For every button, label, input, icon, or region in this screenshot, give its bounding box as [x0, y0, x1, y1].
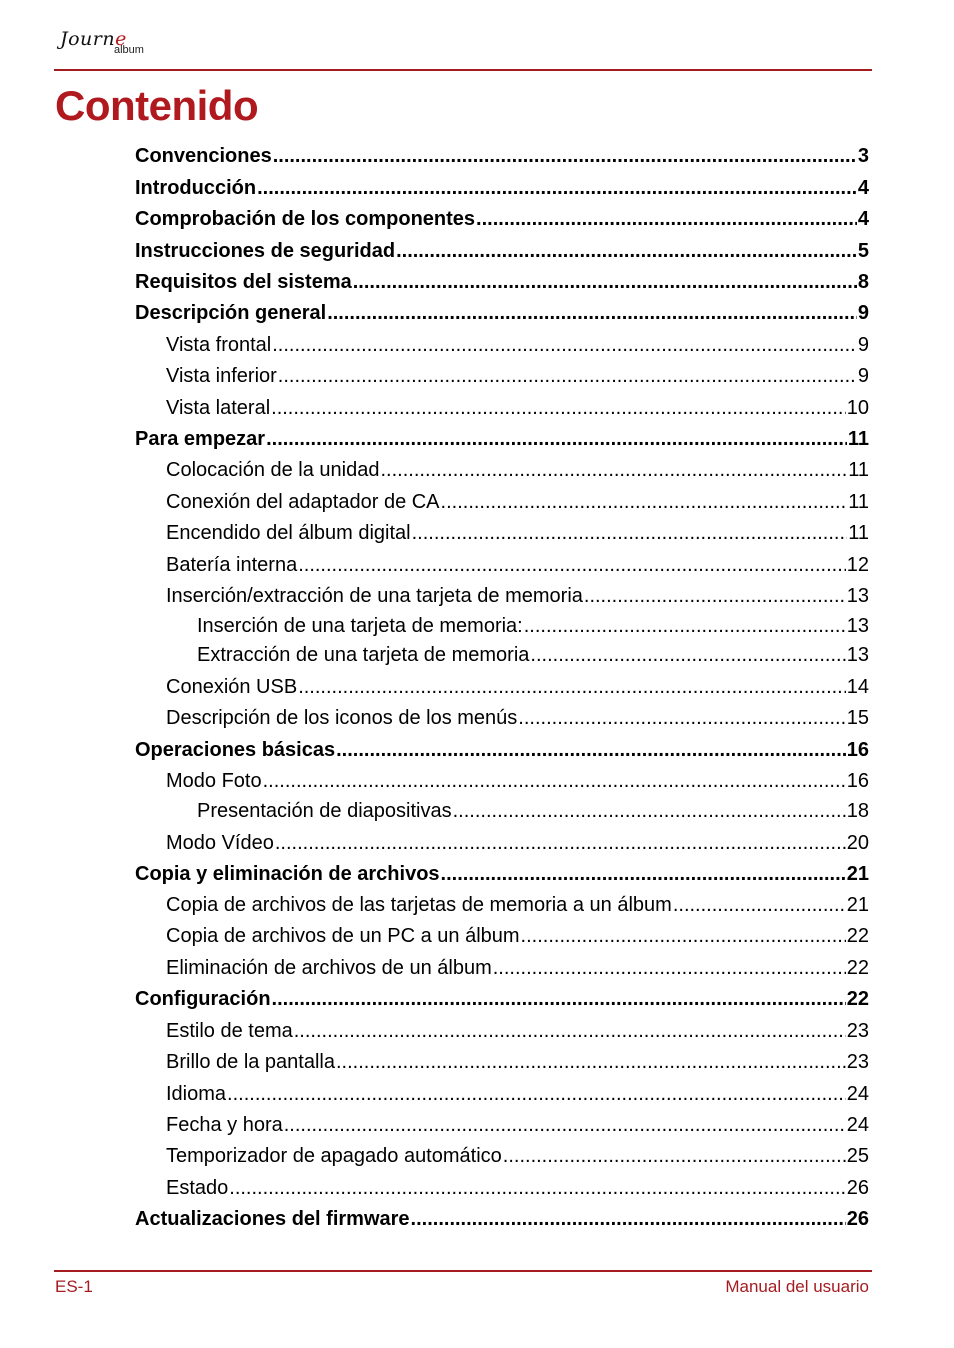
- toc-entry[interactable]: [166, 828, 869, 858]
- toc-entry[interactable]: [166, 330, 869, 360]
- toc-entry-page: 13: [846, 644, 869, 666]
- toc-entry[interactable]: [166, 672, 869, 702]
- toc-entry-page: 9: [857, 334, 869, 356]
- toc-entry-label: Vista lateral: [166, 397, 271, 419]
- toc-dot-leader: [353, 267, 857, 297]
- toc-entry-label: Extracción de una tarjeta de memoria: [197, 644, 530, 666]
- toc-entry-page: 12: [846, 554, 869, 576]
- toc-entry[interactable]: [166, 361, 869, 391]
- toc-entry[interactable]: [166, 1047, 869, 1077]
- toc-entry[interactable]: [135, 173, 869, 203]
- toc-entry-label: Brillo de la pantalla: [166, 1051, 335, 1073]
- toc-entry-label: Conexión del adaptador de CA: [166, 491, 440, 513]
- toc-dot-leader: [336, 735, 846, 765]
- toc-entry-label: Batería interna: [166, 554, 298, 576]
- toc-entry-page: 4: [857, 177, 869, 199]
- toc-dot-leader: [396, 236, 857, 266]
- toc-entry-label: Introducción: [135, 177, 257, 199]
- toc-entry-page: 24: [846, 1114, 869, 1136]
- toc-entry-label: Vista inferior: [166, 365, 277, 387]
- toc-entry-page: 11: [847, 428, 869, 450]
- toc-dot-leader: [271, 393, 846, 423]
- toc-entry-label: Colocación de la unidad: [166, 459, 380, 481]
- toc-entry-label: Convenciones: [135, 145, 272, 167]
- toc-entry-label: Inserción/extracción de una tarjeta de memoria: [166, 585, 583, 607]
- toc-entry-page: 24: [846, 1083, 869, 1105]
- toc-entry[interactable]: [135, 204, 869, 234]
- toc-dot-leader: [229, 1173, 845, 1203]
- toc-entry-page: 15: [846, 707, 869, 729]
- toc-entry-label: Copia y eliminación de archivos: [135, 863, 440, 885]
- toc-entry-label: Conexión USB: [166, 676, 298, 698]
- toc-entry-label: Para empezar: [135, 428, 266, 450]
- toc-entry-label: Estado: [166, 1177, 229, 1199]
- toc-entry-label: Vista frontal: [166, 334, 272, 356]
- toc-entry[interactable]: [197, 796, 869, 826]
- toc-entry-page: 13: [846, 585, 869, 607]
- toc-entry-label: Comprobación de los componentes: [135, 208, 476, 230]
- toc-dot-leader: [441, 487, 848, 517]
- toc-entry[interactable]: [166, 921, 869, 951]
- toc-entry[interactable]: [166, 1110, 869, 1140]
- toc-entry[interactable]: [166, 1016, 869, 1046]
- toc-dot-leader: [493, 953, 846, 983]
- toc-entry-page: 3: [857, 145, 869, 167]
- toc-dot-leader: [524, 611, 846, 641]
- toc-entry-label: Modo Foto: [166, 770, 262, 792]
- toc-entry-page: 22: [846, 988, 869, 1010]
- toc-dot-leader: [453, 796, 846, 826]
- toc-dot-leader: [227, 1079, 846, 1109]
- toc-entry[interactable]: [197, 640, 869, 670]
- toc-entry-page: 26: [846, 1177, 869, 1199]
- toc-entry-page: 5: [857, 240, 869, 262]
- toc-entry-page: 9: [857, 365, 869, 387]
- toc-entry-page: 11: [848, 491, 869, 513]
- toc-entry-page: 8: [857, 271, 869, 293]
- logo-sub-text: album: [114, 44, 144, 56]
- footer-rule: [54, 1270, 872, 1272]
- toc-dot-leader: [411, 1204, 846, 1234]
- toc-dot-leader: [257, 173, 857, 203]
- toc-entry-label: Temporizador de apagado automático: [166, 1145, 502, 1167]
- toc-entry-label: Modo Vídeo: [166, 832, 274, 854]
- toc-entry[interactable]: [135, 141, 869, 171]
- toc-entry-page: 22: [846, 925, 869, 947]
- toc-entry[interactable]: [135, 859, 869, 889]
- header-rule: [54, 69, 872, 71]
- toc-dot-leader: [521, 921, 846, 951]
- toc-entry-page: 16: [846, 739, 869, 761]
- toc-entry-label: Copia de archivos de un PC a un álbum: [166, 925, 520, 947]
- toc-entry-page: 11: [848, 522, 869, 544]
- toc-entry[interactable]: [166, 1079, 869, 1109]
- toc-entry-page: 11: [848, 459, 869, 481]
- toc-entry[interactable]: [135, 267, 869, 297]
- toc-entry-page: 23: [846, 1051, 869, 1073]
- toc-entry[interactable]: [166, 1173, 869, 1203]
- toc-entry[interactable]: [135, 1204, 869, 1234]
- toc-dot-leader: [503, 1141, 846, 1171]
- footer-manual-name: Manual del usuario: [725, 1277, 869, 1296]
- toc-dot-leader: [518, 703, 845, 733]
- toc-entry-page: 22: [846, 957, 869, 979]
- toc-entry-page: 14: [846, 676, 869, 698]
- toc-entry[interactable]: [166, 703, 869, 733]
- toc-entry-label: Estilo de tema: [166, 1020, 293, 1042]
- toc-entry-page: 21: [846, 863, 869, 885]
- toc-entry[interactable]: [166, 953, 869, 983]
- toc-entry[interactable]: [166, 550, 869, 580]
- toc-entry-label: Configuración: [135, 988, 271, 1010]
- toc-entry[interactable]: [135, 424, 869, 454]
- page-title: Contenido: [55, 82, 259, 129]
- toc-entry-label: Operaciones básicas: [135, 739, 336, 761]
- toc-entry-label: Requisitos del sistema: [135, 271, 352, 293]
- toc-dot-leader: [584, 581, 846, 611]
- toc-dot-leader: [336, 1047, 846, 1077]
- toc-dot-leader: [476, 204, 857, 234]
- toc-dot-leader: [263, 766, 846, 796]
- toc-entry-label: Encendido del álbum digital: [166, 522, 411, 544]
- toc-entry-label: Descripción de los iconos de los menús: [166, 707, 518, 729]
- toc-entry-label: Eliminación de archivos de un álbum: [166, 957, 492, 979]
- toc-entry-page: 25: [846, 1145, 869, 1167]
- toc-dot-leader: [273, 141, 857, 171]
- toc-entry[interactable]: [166, 487, 869, 517]
- toc-entry-page: 26: [846, 1208, 869, 1230]
- toc-entry[interactable]: [135, 298, 869, 328]
- toc-entry[interactable]: [166, 1141, 869, 1171]
- toc-dot-leader: [381, 455, 848, 485]
- toc-dot-leader: [272, 984, 846, 1014]
- toc-dot-leader: [294, 1016, 846, 1046]
- toc-entry[interactable]: [135, 236, 869, 266]
- toc-dot-leader: [412, 518, 848, 548]
- toc-entry[interactable]: [166, 890, 869, 920]
- journe-album-logo: [54, 24, 164, 64]
- toc-entry[interactable]: [166, 766, 869, 796]
- toc-entry-page: 20: [846, 832, 869, 854]
- toc-entry-page: 18: [846, 800, 869, 822]
- toc-entry-page: 4: [857, 208, 869, 230]
- logo-script-text: Journe: [60, 28, 127, 50]
- toc-entry[interactable]: [166, 393, 869, 423]
- toc-dot-leader: [284, 1110, 846, 1140]
- toc-dot-leader: [278, 361, 857, 391]
- toc-entry[interactable]: [135, 984, 869, 1014]
- toc-dot-leader: [266, 424, 847, 454]
- toc-dot-leader: [298, 550, 846, 580]
- toc-entry[interactable]: [197, 611, 869, 641]
- toc-entry-label: Inserción de una tarjeta de memoria:: [197, 615, 523, 637]
- toc-dot-leader: [441, 859, 846, 889]
- toc-dot-leader: [673, 890, 846, 920]
- toc-entry-page: 13: [846, 615, 869, 637]
- toc-entry-label: Descripción general: [135, 302, 327, 324]
- toc-dot-leader: [275, 828, 846, 858]
- toc-entry-label: Copia de archivos de las tarjetas de memoria a un álbum: [166, 894, 672, 916]
- toc-entry-page: 21: [846, 894, 869, 916]
- toc-dot-leader: [327, 298, 857, 328]
- toc-entry[interactable]: [166, 518, 869, 548]
- toc-entry-page: 9: [857, 302, 869, 324]
- toc-entry[interactable]: [135, 735, 869, 765]
- footer-page-number: ES-1: [55, 1277, 93, 1296]
- toc-entry-label: Presentación de diapositivas: [197, 800, 452, 822]
- toc-entry-label: Fecha y hora: [166, 1114, 283, 1136]
- toc-entry-page: 23: [846, 1020, 869, 1042]
- toc-entry-label: Instrucciones de seguridad: [135, 240, 396, 262]
- toc-entry[interactable]: [166, 455, 869, 485]
- toc-dot-leader: [272, 330, 857, 360]
- toc-entry-label: Idioma: [166, 1083, 227, 1105]
- toc-dot-leader: [530, 640, 845, 670]
- toc-entry-label: Actualizaciones del firmware: [135, 1208, 410, 1230]
- toc-dot-leader: [298, 672, 846, 702]
- toc-entry-page: 16: [846, 770, 869, 792]
- toc-entry[interactable]: [166, 581, 869, 611]
- toc-entry-page: 10: [846, 397, 869, 419]
